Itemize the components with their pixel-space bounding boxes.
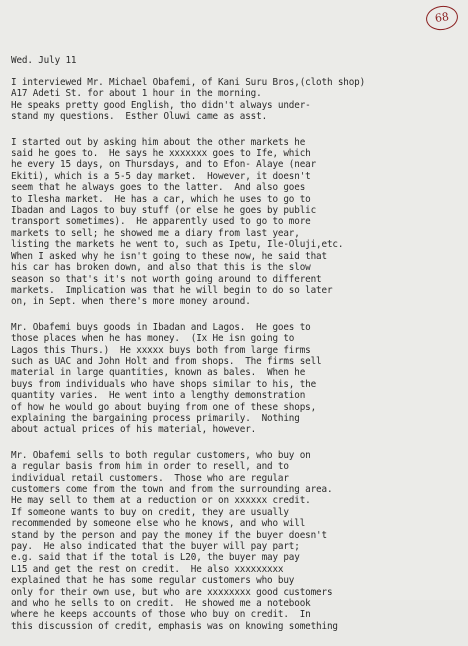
text-line: to Ilesha market. He has a car, which he uses to go to [11, 193, 311, 205]
text-line: explained that he has some regular customers who buy [11, 575, 295, 587]
document-date: Wed. July 11 [11, 55, 77, 66]
text-line: on, in Sept. when there's more money around. [11, 296, 251, 308]
text-line: He speaks pretty good English, tho didn't always under- [11, 99, 311, 111]
text-line: where he keeps accounts of those who buy on credit. In [11, 609, 311, 621]
text-line: transport sometimes). He apparently used to go to more [11, 216, 311, 228]
document-body [11, 77, 463, 646]
paragraph [11, 450, 463, 633]
text-line: individual retail customers. Those who are regular [11, 472, 289, 484]
text-line: Mr. Obafemi sells to both regular customers, who buy on [11, 449, 311, 461]
text-line: season so that's it's not worth going around to different [11, 273, 322, 285]
text-line: I interviewed Mr. Michael Obafemi, of Kani Suru Bros,(cloth shop) [11, 77, 366, 88]
text-line: markets. Implication was that he will begin to do so later [11, 284, 333, 296]
text-line: those places when he has money. (Ix He isn going to [11, 333, 295, 345]
page-number: 68 [424, 4, 459, 32]
text-line: only for their own use, but who are xxxxxxxx good customers [11, 586, 333, 598]
text-line: a regular basis from him in order to resell, and to [11, 461, 289, 473]
text-line: Mr. Obafemi buys goods in Ibadan and Lagos. He goes to [11, 321, 311, 333]
text-line: If someone wants to buy on credit, they are usually [11, 506, 289, 518]
text-line: he every 15 days, on Thursdays, and to Efon- Alaye (near [11, 159, 317, 171]
text-line: Lagos this Thurs.) He xxxxx buys both from large firms [11, 344, 311, 356]
text-line: quantity varies. He went into a lengthy demonstration [11, 390, 306, 402]
paragraph [11, 137, 463, 308]
text-line: material in large quantities, known as bales. When he [11, 367, 306, 379]
paragraph [11, 322, 463, 436]
text-line: pay. He also indicated that the buyer will pay part; [11, 541, 300, 553]
text-line: such as UAC and John Holt and from shops. The firms sell [11, 355, 322, 367]
text-line: this discussion of credit, emphasis was on knowing something [11, 620, 338, 632]
text-line: his car has broken down, and also that this is the slow [11, 262, 311, 274]
text-line: and who he sells to on credit. He showed me a notebook [11, 598, 311, 610]
text-line: seem that he always goes to the latter. And also goes [11, 182, 306, 194]
text-line: When I asked why he isn't going to these now, he said that [11, 250, 327, 262]
text-line: stand my questions. Esther Oluwi came as asst. [11, 111, 268, 123]
text-line: L15 and get the rest on credit. He also xxxxxxxxx [11, 563, 284, 575]
text-line: of how he would go about buying from one of these shops, [11, 401, 317, 413]
text-line: customers come from the town and from the surrounding area. [11, 484, 333, 495]
paragraph [11, 77, 463, 123]
text-line: Ibadan and Lagos to buy stuff (or else he goes by public [11, 205, 317, 217]
text-line: said he goes to. He says he xxxxxxx goes to Ife, which [11, 148, 311, 160]
text-line: buys from individuals who have shops similar to his, the [11, 378, 317, 390]
text-line: e.g. said that if the total is L20, the buyer may pay [11, 552, 300, 564]
text-line: Ekiti), which is a 5-5 day market. However, it doesn't [11, 170, 311, 182]
text-line: markets to sell; he showed me a diary from last year, [11, 227, 300, 239]
text-line: stand by the person and pay the money if the buyer doesn't [11, 529, 327, 541]
text-line: recommended by someone else who he knows, and who will [11, 518, 306, 530]
text-line: listing the markets he went to, such as Ipetu, Ile-Oluji,etc. [11, 239, 344, 251]
text-line: A17 Adeti St. for about 1 hour in the morning. [11, 88, 262, 100]
text-line: explaining the bargaining process primarily. Nothing [11, 412, 300, 424]
text-line: about actual prices of his material, however. [11, 424, 257, 436]
text-line: He may sell to them at a reduction or on xxxxxx credit. [11, 495, 311, 507]
text-line: I started out by asking him about the other markets he [11, 136, 306, 148]
